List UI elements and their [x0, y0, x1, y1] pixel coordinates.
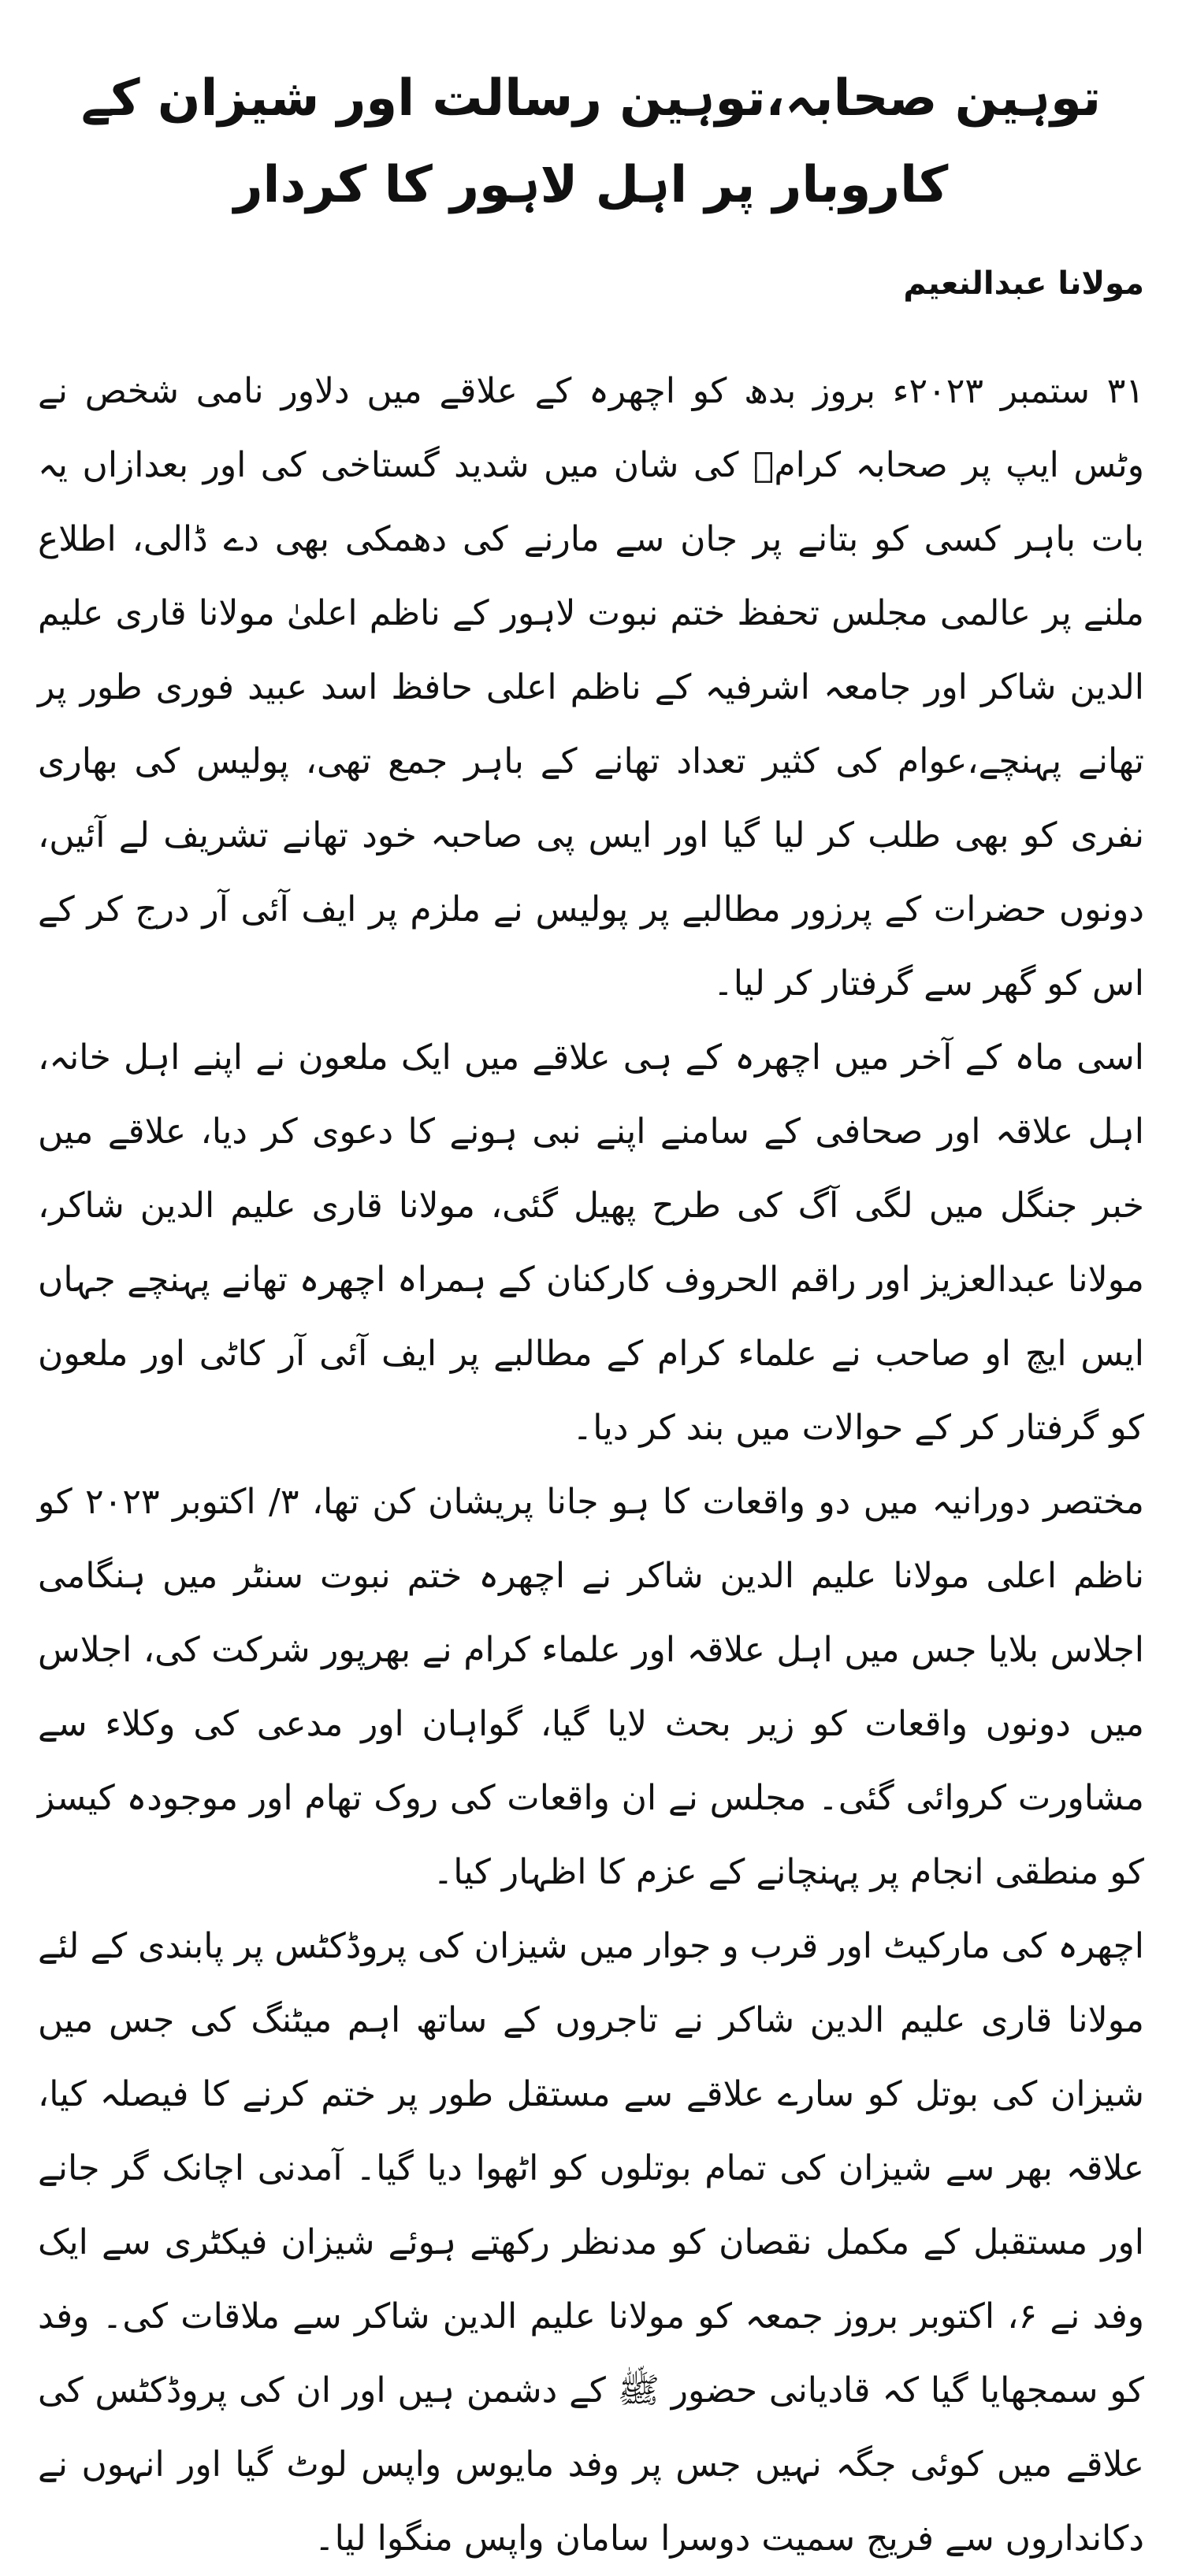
- article-paragraph: مختصر دورانیہ میں دو واقعات کا ہو جانا پریشان کن تھا، ۳/ اکتوبر ۲۰۲۳ کو ناظم اعلی مولانا علیم الدین شاکر نے اچھرہ ختم نبوت سنٹر میں ہنگامی اجلاس بلایا جس میں اہل علاقہ اور علماء کرام نے بھرپور شرکت کی، اجلاس میں دونوں واقعات کو زیر بحث لایا گیا، گواہان اور مدعی کی وکلاء سے مشاورت کروائی گئی۔ مجلس نے ان واقعات کی روک تھام اور موجودہ کیسز کو منطقی انجام پر پہنچانے کے عزم کا اظہار کیا۔: [38, 1482, 1144, 1892]
- article-paragraph: ۳۱ ستمبر ۲۰۲۳ء بروز بدھ کو اچھرہ کے علاقے میں دلاور نامی شخص نے وٹس ایپ پر صحابہ کرامؓ کی شان میں شدید گستاخی کی اور بعدازاں یہ بات باہر کسی کو بتانے پر جان سے مارنے کی دھمکی بھی دے ڈالی، اطلاع ملنے پر عالمی مجلس تحفظ ختم نبوت لاہور کے ناظم اعلیٰ مولانا قاری علیم الدین شاکر اور جامعہ اشرفیہ کے ناظم اعلی حافظ اسد عبید فوری طور پر تھانے پہنچے،عوام کی کثیر تعداد تھانے کے باہر جمع تھی، پولیس کی بھاری نفری کو بھی طلب کر لیا گیا اور ایس پی صاحبہ خود تھانے تشریف لے آئیں، دونوں حضرات کے پرزور مطالبے پر پولیس نے ملزم پر ایف آئی آر درج کر کے اس کو گھر سے گرفتار کر لیا۔: [38, 371, 1144, 1004]
- article-paragraph: اسی ماہ کے آخر میں اچھرہ کے ہی علاقے میں ایک ملعون نے اپنے اہل خانہ، اہل علاقہ اور صحافی کے سامنے اپنے نبی ہونے کا دعوی کر دیا، علاقے میں خبر جنگل میں لگی آگ کی طرح پھیل گئی، مولانا قاری علیم الدین شاکر، مولانا عبدالعزیز اور راقم الحروف کارکنان کے ہمراہ اچھرہ تھانے پہنچے جہاں ایس ایچ او صاحب نے علماء کرام کے مطالبے پر ایف آئی آر کاٹی اور ملعون کو گرفتار کر کے حوالات میں بند کر دیا۔: [38, 1037, 1144, 1448]
- article-author: مولانا عبدالنعیم: [903, 265, 1144, 302]
- article-title: توہین صحابہ،توہین رسالت اور شیزان کے کاروبار پر اہل لاہور کا کردار: [80, 69, 1102, 214]
- article-paragraph: اچھرہ کی مارکیٹ اور قرب و جوار میں شیزان کی پروڈکٹس پر پابندی کے لئے مولانا قاری علیم الدین شاکر نے تاجروں کے ساتھ اہم میٹنگ کی جس میں شیزان کی بوتل کو سارے علاقے سے مستقل طور پر ختم کرنے کا فیصلہ کیا، علاقہ بھر سے شیزان کی تمام بوتلوں کو اٹھوا دیا گیا۔ آمدنی اچانک گر جانے اور مستقبل کے مکمل نقصان کو مدنظر رکھتے ہوئے شیزان فیکٹری سے ایک وفد نے ۶، اکتوبر بروز جمعہ کو مولانا علیم الدین شاکر سے ملاقات کی۔ وفد کو سمجھایا گیا کہ قادیانی حضور ﷺ کے دشمن ہیں اور ان کی پروڈکٹس کی علاقے میں کوئی جگہ نہیں جس پر وفد مایوس واپس لوٹ گیا اور انہوں نے دکانداروں سے فریج سمیت دوسرا سامان واپس منگوا لیا۔: [38, 1926, 1144, 2559]
- article-body: [38, 354, 1144, 2576]
